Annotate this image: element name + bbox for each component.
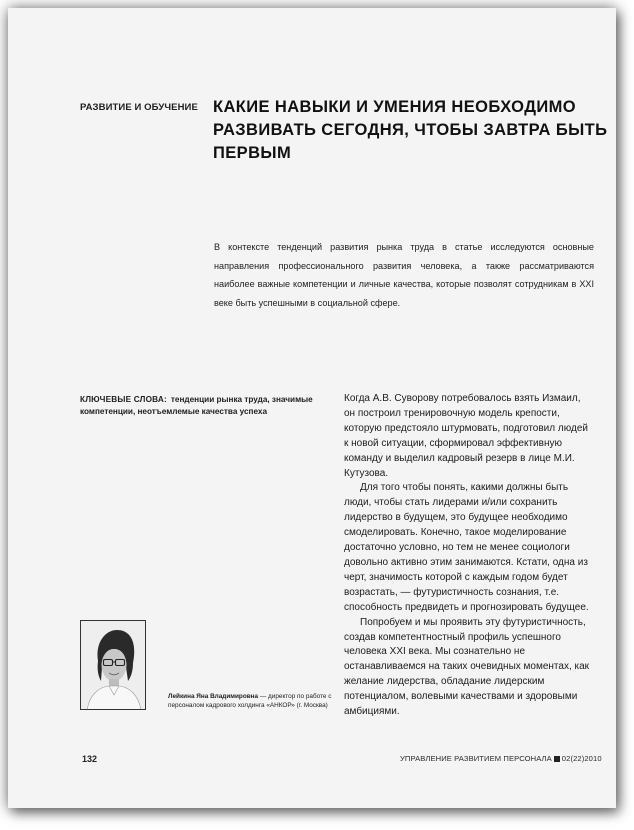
body-paragraph: Попробуем и мы проявить эту футуристичность, создав компетентностный профиль успешного человека XXI века. Мы сознательно не останавливаемся на таких очевидных моментах, как желание лидерства, обладание лидерским потенциалом, волевыми качествами и здоровыми амбициями. <box>344 616 590 718</box>
keywords-block <box>80 394 328 418</box>
author-portrait-image <box>81 621 146 710</box>
keywords-label: КЛЮЧЕВЫЕ СЛОВА: <box>80 395 167 404</box>
section-label: РАЗВИТИЕ И ОБУЧЕНИЕ <box>80 102 198 113</box>
body-paragraph: Для того чтобы понять, какими должны быть люди, чтобы стать лидерами и/или сохранить лидерство в будущем, это будущее необходимо смоделировать. Конечно, такое моделирование достаточно условно, но тем не менее социологи довольно активно этим занимаются. Кстати, одна из черт, значимость которой с каждым годом будет возрастать, — футуристичность сознания, т.е. способность предвидеть и прогнозировать будущее. <box>344 482 589 613</box>
author-name: Лейкина Яна Владимировна <box>168 693 259 700</box>
journal-issue: 02(22)2010 <box>561 754 602 763</box>
author-description: — директор по работе с персоналом кадрового холдинга «АНКОР» (г. Москва) <box>168 693 332 709</box>
keywords-text: тенденции рынка труда, значимые компетенции, неотъемлемые качества успеха <box>80 395 313 416</box>
article-abstract: В контексте тенденций развития рынка труда в статье исследуются основные направления профессионального развития человека, а также рассматриваются наиболее важные компетенции и личные качества, которые позволят сотрудникам в XXI веке быть успешными в социальной сфере. <box>214 242 594 308</box>
journal-name: УПРАВЛЕНИЕ РАЗВИТИЕМ ПЕРСОНАЛА <box>400 754 552 763</box>
article-title: КАКИЕ НАВЫКИ И УМЕНИЯ НЕОБХОДИМО РАЗВИВАТЬ СЕГОДНЯ, ЧТОБЫ ЗАВТРА БЫТЬ ПЕРВЫМ <box>213 98 608 162</box>
body-paragraph: Когда А.В. Суворову потребовалось взять Измаил, он построил тренировочную модель крепости, которую предстояло штурмовать, подготовил людей к новой ситуации, сформировал эффективную команду и выделил кадровый резерв в лице М.И. Кутузова. <box>344 393 588 479</box>
page-number: 132 <box>82 754 98 764</box>
article-body <box>344 392 593 720</box>
author-photo <box>80 620 146 710</box>
magazine-page <box>8 8 616 808</box>
author-caption <box>168 692 338 710</box>
journal-footer <box>400 754 602 763</box>
square-bullet-icon <box>554 756 560 762</box>
